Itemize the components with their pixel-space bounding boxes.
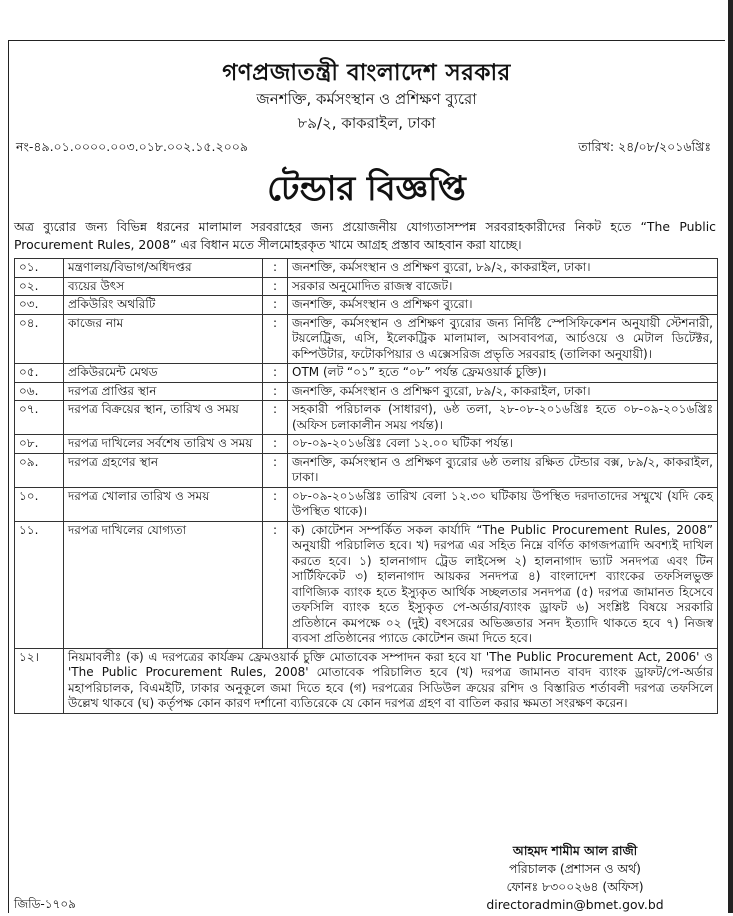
table-row	[15, 382, 718, 401]
top-margin	[0, 0, 733, 40]
row-separator: :	[263, 364, 288, 383]
table-row	[15, 521, 718, 648]
row-value: জনশক্তি, কর্মসংস্থান ও প্রশিক্ষণ ব্যুরো, ৮৯/২, কাকরাইল, ঢাকা।	[288, 259, 718, 278]
row-value: ক) কোটেশন সম্পর্কিত সকল কার্যাদি “The Public Procurement Rules, 2008” অনুযায়ী পরিচালিত হবে। খ) দরপত্র এর সহিত নিম্নে বর্ণিত কাগজপত্রাদি অবশ্যই দাখিল করতে হবে। ১) হালনাগাদ ট্রেড লাইসেন্স ২) হালনাগাদ ভ্যাট সনদপত্র এবং টিন সার্টিফিকেট ৩) হালনাগাদ আয়কর সনদপত্র ৪) বাংলাদেশ ব্যাংকের তফসিলভুক্ত বাণিজ্যিক ব্যাংক হতে ইস্যুকৃত আর্থিক সচ্ছলতার সনদপত্র (৫) দরপত্র জামানত হিসেবে তফসিলি ব্যাংক হতে ইস্যুকৃত পে-অর্ডার/ব্যাংক ড্রাফট ৬) সংশ্লিষ্ট বিষয়ে সরকারি প্রতিষ্ঠানে কমপক্ষে ০২ (দুই) বৎসরের অভিজ্ঞতার সনদ ইত্যাদি থাকতে হবে ৭) নিজস্ব ব্যবসা প্রতিষ্ঠানের প্যাডে কোটেশন জমা দিতে হবে।	[288, 521, 718, 648]
row-value: ০৮-০৯-২০১৬খ্রিঃ বেলা ১২.০০ ঘটিকা পর্যন্ত।	[288, 435, 718, 454]
row-number: ০১.	[15, 259, 64, 278]
row-number: ০২.	[15, 277, 64, 296]
row-label: দরপত্র গ্রহণের স্থান	[64, 453, 263, 487]
table-row	[15, 277, 718, 296]
bureau-address: ৮৯/২, কাকরাইল, ঢাকা	[297, 114, 436, 132]
row-number: ০৩.	[15, 296, 64, 315]
row-separator: :	[263, 382, 288, 401]
signatory-name: আহমদ শামীম আল রাজী	[512, 843, 638, 858]
row-separator: :	[263, 277, 288, 296]
row-value: জনশক্তি, কর্মসংস্থান ও প্রশিক্ষণ ব্যুরোর ৬ষ্ঠ তলায় রক্ষিত টেন্ডার বক্স, ৮৯/২, কাকরাইল, ঢাকা।	[288, 453, 718, 487]
row-number: ০৮.	[15, 435, 64, 454]
row-number: ০৭.	[15, 401, 64, 435]
row-number: ০৯.	[15, 453, 64, 487]
government-heading: গণপ্রজাতন্ত্রী বাংলাদেশ সরকার	[222, 60, 511, 86]
intro-paragraph: অত্র ব্যুরোর জন্য বিভিন্ন ধরনের মালামাল সরবরাহের জন্য প্রয়োজনীয় যোগ্যতাসম্পন্ন সরবরাহকারীদের নিকট হতে “The Public Procurement Rules, 2008” এর বিধান মতে সীলমোহরকৃত খামে আগ্রহ প্রস্তাব আহবান করা যাচ্ছে।	[14, 219, 716, 252]
row-number: ০৫.	[15, 364, 64, 383]
row-label: ব্যয়ের উৎস	[64, 277, 263, 296]
table-row	[15, 435, 718, 454]
signatory-phone: ফোনঃ ৮৩০০২৬৪ (অফিস)	[506, 879, 644, 894]
signatory-email: directoradmin@bmet.gov.bd	[486, 897, 664, 912]
tender-details-table	[14, 258, 718, 714]
rules-number: ১২।	[15, 648, 64, 713]
table-row	[15, 401, 718, 435]
row-value: OTM (লট “০১” হতে “০৮” পর্যন্ত ফ্রেমওয়ার্ক চুক্তি)।	[288, 364, 718, 383]
table-row	[15, 314, 718, 364]
row-separator: :	[263, 259, 288, 278]
row-value: সহকারী পরিচালক (সাধারণ), ৬ষ্ঠ তলা, ২৮-০৮-২০১৬খ্রিঃ হতে ০৮-০৯-২০১৬খ্রিঃ (অফিস চলাকালীন সময় পর্যন্ত)।	[288, 401, 718, 435]
row-label: মন্ত্রণালয়/বিভাগ/অধিদপ্তর	[64, 259, 263, 278]
signature-block	[460, 842, 690, 914]
row-label: দরপত্র দাখিলের সর্বশেষ তারিখ ও সময়	[64, 435, 263, 454]
row-number: ১১.	[15, 521, 64, 648]
reference-number: নং-৪৯.০১.০০০০.০০৩.০১৮.০০২.১৫.২০০৯	[16, 139, 248, 154]
notice-date: তারিখ: ২৪/০৮/২০১৬খ্রিঃ	[578, 139, 711, 154]
row-label: কাজের নাম	[64, 314, 263, 364]
row-separator: :	[263, 453, 288, 487]
bureau-name: জনশক্তি, কর্মসংস্থান ও প্রশিক্ষণ ব্যুরো	[256, 90, 477, 108]
row-label: দরপত্র দাখিলের যোগ্যতা	[64, 521, 263, 648]
row-value: জনশক্তি, কর্মসংস্থান ও প্রশিক্ষণ ব্যুরো।	[288, 296, 718, 315]
row-value: জনশক্তি, কর্মসংস্থান ও প্রশিক্ষণ ব্যুরোর জন্য নির্দিষ্ট স্পেসিফিকেশন অনুযায়ী স্টেশনারী, টয়লেট্রিজ, এসি, ইলেকট্রিক মালামাল, আসবাবপত্র, আর্চওয়ে ও মেটাল ডিটেক্টর, কম্পিউটার, ফটোকপিয়ার ও এক্সেসরিজ প্রভৃতি সরবরাহ (তালিকা অনুযায়ী)।	[288, 314, 718, 364]
tender-notice-title: টেন্ডার বিজ্ঞপ্তি	[267, 169, 466, 209]
row-value: জনশক্তি, কর্মসংস্থান ও প্রশিক্ষণ ব্যুরো, ৮৯/২, কাকরাইল, ঢাকা।	[288, 382, 718, 401]
table-row	[15, 487, 718, 521]
row-value: ০৮-০৯-২০১৬খ্রিঃ তারিখ বেলা ১২.৩০ ঘটিকায় উপস্থিত দরদাতাদের সম্মুখে (যদি কেহ উপস্থিত থাকে)।	[288, 487, 718, 521]
row-number: ০৪.	[15, 314, 64, 364]
row-label: দরপত্র খোলার তারিখ ও সময়	[64, 487, 263, 521]
table-row	[15, 259, 718, 278]
row-label: প্রকিউরিং অথরিটি	[64, 296, 263, 315]
row-label: দরপত্র প্রাপ্তির স্থান	[64, 382, 263, 401]
row-separator: :	[263, 401, 288, 435]
row-separator: :	[263, 314, 288, 364]
row-separator: :	[263, 487, 288, 521]
row-separator: :	[263, 435, 288, 454]
row-number: ০৬.	[15, 382, 64, 401]
rules-text: নিয়মাবলীঃ (ক) এ দরপত্রের কার্যক্রম ফ্রেমওয়ার্ক চুক্তি মোতাবেক সম্পাদন করা হবে যা 'The Public Procurement Act, 2006' ও 'The Public Procurement Rules, 2008' মোতাবেক পরিচালিত হবে (খ) দরপত্র জামানত বাবদ ব্যাংক ড্রাফট/পে-অর্ডার মহাপরিচালক, বিএমইটি, ঢাকার অনুকূলে জমা দিতে হবে (গ) দরপত্রের সিডিউল ক্রয়ের রশিদ ও বিস্তারিত শর্তাবলী দরপত্র তফসিলে উল্লেখ থাকবে (ঘ) কর্তৃপক্ষ কোন কারণ দর্শানো ব্যতিরেকে যে কোন দরপত্র গ্রহণ বা বাতিল করার ক্ষমতা সংরক্ষণ করেন।	[64, 648, 718, 713]
row-label: প্রকিউরমেন্ট মেথড	[64, 364, 263, 383]
table-row	[15, 364, 718, 383]
row-label: দরপত্র বিক্রয়ের স্থান, তারিখ ও সময়	[64, 401, 263, 435]
rules-row	[15, 648, 718, 713]
row-value: সরকার অনুমোদিত রাজস্ব বাজেট।	[288, 277, 718, 296]
table-row	[15, 296, 718, 315]
gd-code: জিডি-১৭০৯	[14, 897, 76, 911]
table-row	[15, 453, 718, 487]
row-separator: :	[263, 296, 288, 315]
row-number: ১০.	[15, 487, 64, 521]
signatory-designation: পরিচালক (প্রশাসন ও অর্থ)	[508, 861, 642, 876]
row-separator: :	[263, 521, 288, 648]
